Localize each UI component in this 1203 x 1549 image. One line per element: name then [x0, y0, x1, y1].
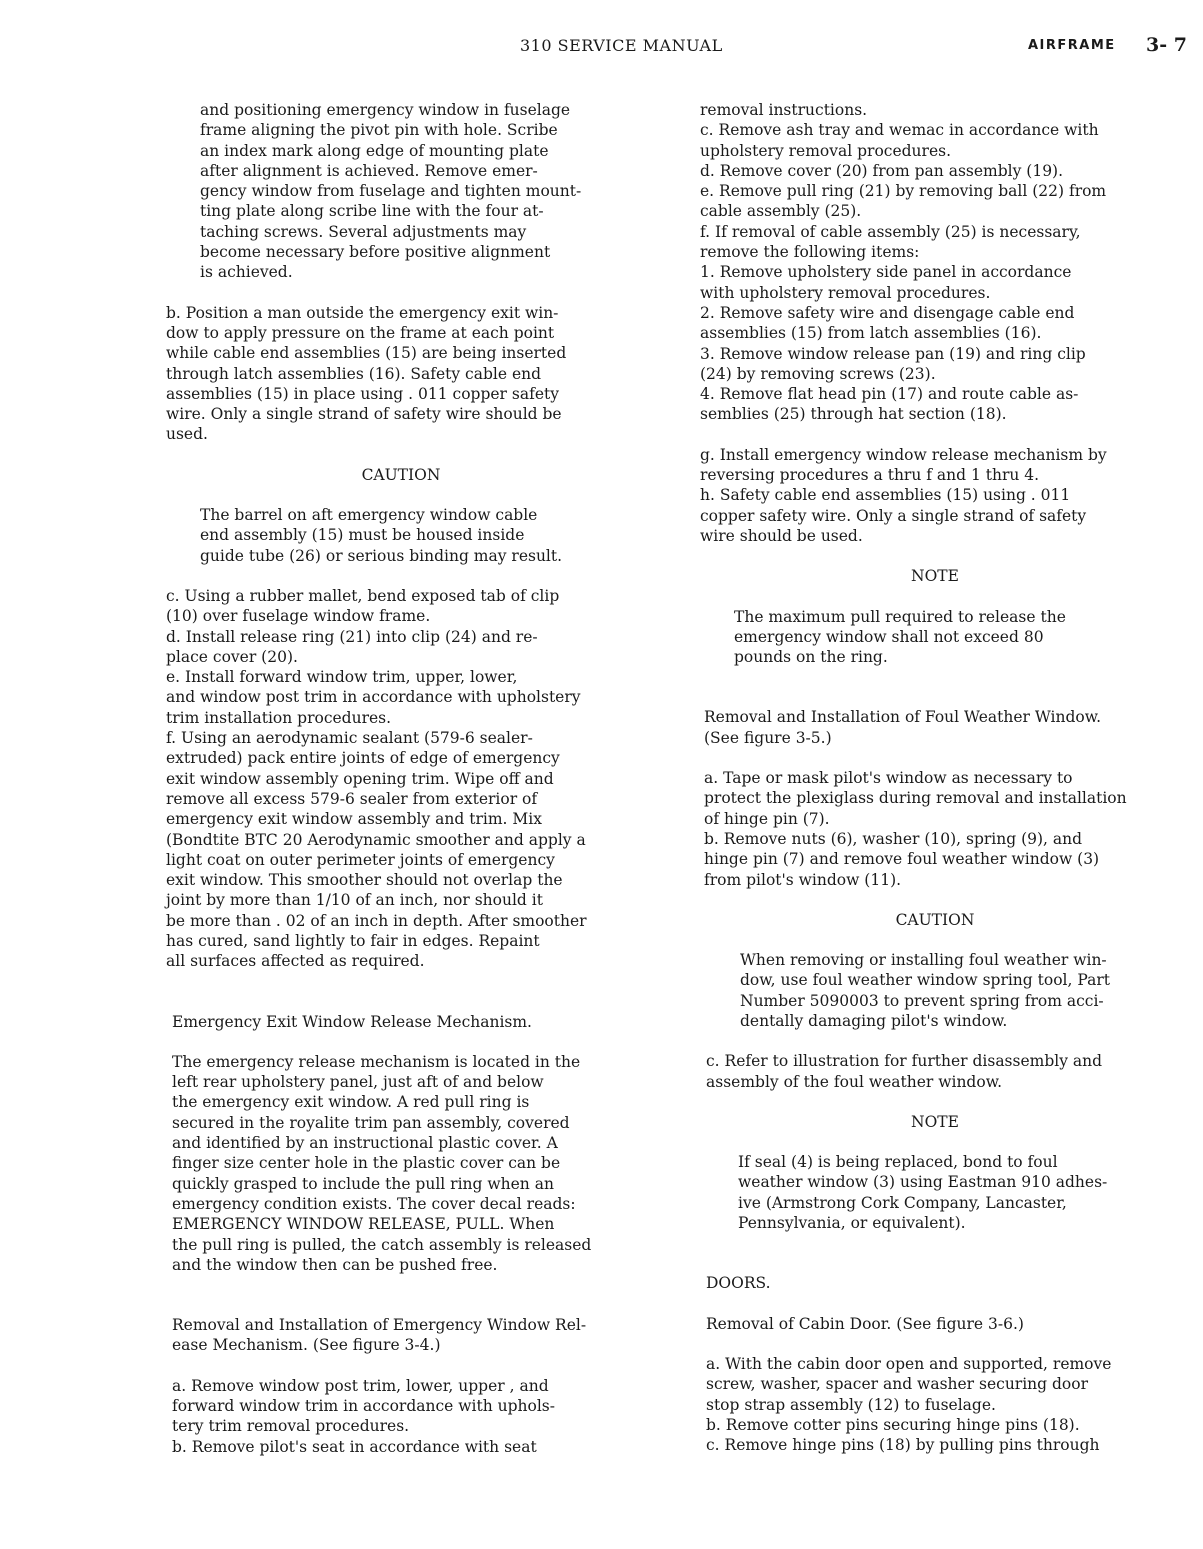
paragraph-step-c-refer	[700, 1051, 1195, 1092]
text-line: removal instructions.	[700, 101, 868, 119]
text-line: emergency condition exists. The cover decal reads:	[172, 1194, 576, 1213]
text-line: EMERGENCY WINDOW RELEASE, PULL. When	[172, 1215, 555, 1234]
text-line: joint by more than 1/10 of an inch, nor should it	[166, 891, 543, 910]
section-heading-cabin-door: Removal of Cabin Door. (See figure 3-6.)	[706, 1314, 1024, 1333]
note-heading: NOTE	[911, 567, 959, 586]
text-line: When removing or installing foul weather win-	[740, 951, 1107, 970]
text-line: forward window trim in accordance with uphols-	[172, 1397, 555, 1416]
text-line: ive (Armstrong Cork Company, Lancaster,	[738, 1193, 1067, 1212]
text-line: c. Remove hinge pins (18) by pulling pins through	[706, 1436, 1100, 1455]
text-line: and the window then can be pushed free.	[172, 1255, 498, 1274]
text-line: protect the plexiglass during removal and installation	[704, 789, 1127, 808]
text-line: ease Mechanism. (See figure 3-4.)	[172, 1336, 441, 1355]
text-line: Removal and Installation of Foul Weather Window.	[704, 708, 1102, 727]
text-line: trim installation procedures.	[166, 708, 392, 727]
text-line: wire should be used.	[700, 526, 863, 545]
text-line: 2. Remove safety wire and disengage cable end	[700, 303, 1075, 322]
left-column	[166, 100, 666, 1457]
text-line: the emergency exit window. A red pull ring is	[172, 1093, 530, 1112]
text-line: assemblies (15) in place using . 011 copper safety	[166, 384, 559, 403]
text-line: quickly grasped to include the pull ring when an	[172, 1174, 554, 1193]
section-heading-doors: DOORS.	[706, 1274, 771, 1293]
text-line: The emergency release mechanism is located in the	[172, 1052, 581, 1071]
note-heading-2: NOTE	[911, 1112, 959, 1131]
text-line: emergency window shall not exceed 80	[734, 627, 1044, 646]
text-line: be more than . 02 of an inch in depth. After smoother	[166, 911, 587, 930]
text-line: place cover (20).	[166, 647, 298, 666]
text-line: c. Refer to illustration for further disassembly and	[706, 1052, 1103, 1071]
text-line: left rear upholstery panel, just aft of and below	[172, 1073, 544, 1092]
caution-heading: CAUTION	[361, 465, 441, 484]
text-line: (10) over fuselage window frame.	[166, 607, 431, 626]
text-line: The barrel on aft emergency window cable	[200, 506, 538, 525]
text-line: emergency exit window assembly and trim. Mix	[166, 810, 542, 829]
text-line: frame aligning the pivot pin with hole. Scribe	[200, 121, 558, 140]
paragraph-steps-c-f	[166, 586, 666, 972]
text-line: assembly of the foul weather window.	[706, 1072, 1003, 1091]
text-line: remove all excess 579-6 sealer from exterior of	[166, 789, 538, 808]
section-heading-release-mechanism: Emergency Exit Window Release Mechanism.	[172, 1012, 532, 1031]
text-line: f. If removal of cable assembly (25) is necessary,	[700, 222, 1081, 241]
text-line: all surfaces affected as required.	[166, 952, 425, 971]
text-line: 3. Remove window release pan (19) and ring clip	[700, 344, 1086, 363]
paragraph-removal-continued	[700, 100, 1195, 425]
text-line: finger size center hole in the plastic cover can be	[172, 1154, 561, 1173]
text-line: through latch assemblies (16). Safety cable end	[166, 364, 542, 383]
text-line: b. Remove cotter pins securing hinge pins (18).	[706, 1415, 1080, 1434]
paragraph-steps-g-h	[700, 445, 1195, 546]
text-line: reversing procedures a thru f and 1 thru 4.	[700, 466, 1040, 485]
manual-title: 310 SERVICE MANUAL	[520, 36, 723, 55]
text-line: b. Position a man outside the emergency exit win-	[166, 303, 559, 322]
text-line: e. Install forward window trim, upper, lower,	[166, 668, 518, 687]
text-line: the pull ring is pulled, the catch assembly is released	[172, 1235, 592, 1254]
text-line: (See figure 3-5.)	[704, 728, 832, 747]
text-line: Number 5090003 to prevent spring from acci-	[740, 991, 1104, 1010]
text-line: Pennsylvania, or equivalent).	[738, 1214, 966, 1233]
text-line: of hinge pin (7).	[704, 809, 830, 828]
text-line: 4. Remove flat head pin (17) and route cable as-	[700, 385, 1079, 404]
text-line: a. Tape or mask pilot's window as necessary to	[704, 769, 1073, 788]
text-line: 1. Remove upholstery side panel in accordance	[700, 263, 1072, 282]
text-line: h. Safety cable end assemblies (15) using . 011	[700, 486, 1071, 505]
section-title: AIRFRAME	[1028, 38, 1116, 53]
text-line: copper safety wire. Only a single strand of safety	[700, 506, 1087, 525]
caution-text	[166, 505, 666, 566]
text-line: The maximum pull required to release the	[734, 607, 1066, 626]
text-line: b. Remove nuts (6), washer (10), spring (9), and	[704, 829, 1083, 848]
text-line: after alignment is achieved. Remove emer-	[200, 161, 538, 180]
text-line: and identified by an instructional plastic cover. A	[172, 1134, 558, 1153]
text-line: gency window from fuselage and tighten mount-	[200, 182, 582, 201]
right-column	[700, 100, 1195, 1455]
text-line: upholstery removal procedures.	[700, 141, 952, 160]
text-line: a. With the cabin door open and supported, remove	[706, 1354, 1112, 1373]
text-line: from pilot's window (11).	[704, 870, 902, 889]
text-line: pounds on the ring.	[734, 648, 888, 667]
text-line: cable assembly (25).	[700, 202, 862, 221]
text-line: f. Using an aerodynamic sealant (579-6 sealer-	[166, 729, 533, 748]
section-heading-removal-installation	[166, 1315, 666, 1356]
text-line: remove the following items:	[700, 243, 920, 262]
paragraph-alignment	[166, 100, 666, 283]
text-line: weather window (3) using Eastman 910 adhes-	[738, 1173, 1108, 1192]
paragraph-removal-steps	[166, 1376, 666, 1457]
text-line: dow, use foul weather window spring tool, Part	[740, 971, 1110, 990]
text-line: used.	[166, 425, 208, 444]
text-line: taching screws. Several adjustments may	[200, 222, 527, 241]
text-line: (Bondtite BTC 20 Aerodynamic smoother and apply a	[166, 830, 586, 849]
text-line: e. Remove pull ring (21) by removing ball (22) from	[700, 182, 1107, 201]
text-line: exit window. This smoother should not overlap the	[166, 871, 563, 890]
text-line: wire. Only a single strand of safety wire should be	[166, 405, 562, 424]
text-line: (24) by removing screws (23).	[700, 364, 936, 383]
text-line: become necessary before positive alignment	[200, 243, 551, 262]
text-line: g. Install emergency window release mechanism by	[700, 445, 1107, 464]
text-line: an index mark along edge of mounting plate	[200, 141, 549, 160]
text-line: extruded) pack entire joints of edge of emergency	[166, 749, 560, 768]
text-line: c. Using a rubber mallet, bend exposed tab of clip	[166, 586, 560, 605]
text-line: tery trim removal procedures.	[172, 1417, 410, 1436]
caution-heading-right: CAUTION	[895, 910, 975, 929]
text-line: If seal (4) is being replaced, bond to foul	[738, 1153, 1058, 1172]
caution-text-right	[700, 950, 1195, 1031]
section-heading-foul-weather-window	[700, 707, 1195, 748]
text-line: d. Install release ring (21) into clip (24) and re-	[166, 627, 538, 646]
page-number: 3- 7	[1146, 34, 1187, 56]
text-line: semblies (25) through hat section (18).	[700, 405, 1007, 424]
text-line: end assembly (15) must be housed inside	[200, 526, 525, 545]
text-line: and positioning emergency window in fuselage	[200, 101, 571, 119]
paragraph-cabin-door-steps	[700, 1354, 1195, 1455]
text-line: Removal and Installation of Emergency Window Rel-	[172, 1316, 587, 1335]
text-line: hinge pin (7) and remove foul weather window (3)	[704, 850, 1100, 869]
text-line: secured in the royalite trim pan assembly, covered	[172, 1113, 570, 1132]
text-line: has cured, sand lightly to fair in edges. Repaint	[166, 931, 540, 950]
text-line: and window post trim in accordance with upholstery	[166, 688, 581, 707]
paragraph-step-b	[166, 303, 666, 445]
text-line: is achieved.	[200, 263, 293, 282]
text-line: guide tube (26) or serious binding may result.	[200, 546, 563, 565]
paragraph-foul-weather-steps	[700, 768, 1195, 890]
text-line: stop strap assembly (12) to fuselage.	[706, 1395, 996, 1414]
note-text-2	[700, 1152, 1195, 1233]
paragraph-release-mechanism	[166, 1052, 666, 1275]
text-line: a. Remove window post trim, lower, upper , and	[172, 1376, 549, 1395]
text-line: light coat on outer perimeter joints of emergency	[166, 850, 555, 869]
text-line: exit window assembly opening trim. Wipe off and	[166, 769, 554, 788]
text-line: assemblies (15) from latch assemblies (16).	[700, 324, 1042, 343]
text-line: b. Remove pilot's seat in accordance with seat	[172, 1437, 537, 1456]
text-line: dentally damaging pilot's window.	[740, 1011, 1008, 1030]
text-line: ting plate along scribe line with the four at-	[200, 202, 544, 221]
text-line: while cable end assemblies (15) are being inserted	[166, 344, 567, 363]
text-line: screw, washer, spacer and washer securing door	[706, 1375, 1088, 1394]
text-line: c. Remove ash tray and wemac in accordance with	[700, 121, 1099, 140]
note-text	[700, 607, 1195, 668]
text-line: d. Remove cover (20) from pan assembly (19).	[700, 161, 1064, 180]
text-line: dow to apply pressure on the frame at each point	[166, 323, 555, 342]
text-line: with upholstery removal procedures.	[700, 283, 991, 302]
